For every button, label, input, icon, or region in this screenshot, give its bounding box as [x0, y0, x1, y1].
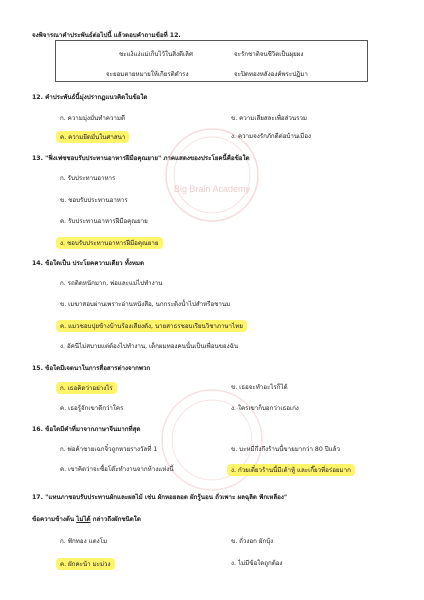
- q16-choice-c[interactable]: ค. เขาคิดว่าจะซื้อโต๊ะทำงานจากห้างแห่งนี้: [60, 466, 174, 473]
- q17-subquestion: [32, 514, 141, 524]
- q17-sub-pre: ข้อความข้างต้น: [32, 516, 75, 523]
- question-16: 16. ข้อใดมีคำที่มาจากภาษาจีนมากที่สุด: [32, 426, 141, 433]
- q15-choice-d[interactable]: ง. ใครเขาก็บอกว่าเธอเก่ง: [231, 405, 299, 412]
- watermark-text: Big Brain Academy: [173, 184, 251, 194]
- q16-choice-a[interactable]: ก. พ่อค้าชายเฉกจิ๋วถูกหวยรางวัลที่ 1: [60, 446, 158, 453]
- q12-choice-b[interactable]: ข. ความเสียสละเพื่อส่วนรวม: [231, 115, 308, 122]
- q14-choice-a[interactable]: ก. รถติดหนักมาก, พ่อและแม่ไปทำงาน: [60, 280, 163, 287]
- q14-choice-d[interactable]: ง. อัคนีไม่สบายแต่ต้องไปทำงาน, เด็กผมทองคนนั้นเป็นเพื่อนของฉัน: [60, 343, 239, 350]
- question-12: 12. คำประพันธ์นี้มุ่งปรากฏแนวคิดในข้อใด: [32, 94, 148, 101]
- q12-choice-d[interactable]: ง. ความจงรักภักดีต่อบ้านเมือง: [231, 133, 311, 140]
- q12-choice-c-highlighted[interactable]: ค. ความยึดมั่นในศาสนา: [56, 131, 129, 143]
- q14-choice-b[interactable]: ข. เมฆาสอบผ่านเพราะอ่านหนังสือ, นกกระดิ่งน้ำไปสำหรือชานม: [60, 301, 231, 308]
- q17-choice-b[interactable]: ข. ถั่วงอก ผักบุ้ง: [231, 538, 274, 545]
- poem-box: [55, 40, 368, 82]
- q13-choice-a[interactable]: ก. รับประทานอาหาร: [60, 175, 116, 182]
- q13-choice-b[interactable]: ข. ชอบรับประทานอาหาร: [60, 197, 128, 204]
- q15-choice-b[interactable]: ข. เธอจะทำอะไรก็ได้: [231, 384, 288, 391]
- poem-line-2-right: จะปิดทองหลังองค์พระปฏิมา: [234, 71, 308, 78]
- q13-choice-d-highlighted[interactable]: ง. ชอบรับประทานอาหารฝีมือคุณยาย: [56, 237, 163, 249]
- q12-choice-a[interactable]: ก. ความมุ่งมั่นทำความดี: [60, 115, 125, 122]
- q16-choice-d-highlighted[interactable]: ง. ก๋วยเตี๋ยวร้านนี้มีเต้าหู้ และเกี๊ยวที่อร่อยมาก: [227, 464, 355, 476]
- question-17: 17. "แหนภาชอบรับประทานผักและผลไม้ เช่น ผักหอยลอด ผักรู้นอน ถั่วเพาะ ผลฉุลิด ฟักเหลือง": [32, 494, 288, 501]
- watermark-badge-top: [166, 129, 258, 221]
- q15-choice-a-highlighted[interactable]: ก. เธอคิดว่าอย่างไร: [56, 382, 117, 394]
- poem-line-1-right: จะรักชาติจนชีวิตเป็นผุยผง: [234, 51, 304, 58]
- q16-choice-b[interactable]: ข. บะหมี่กึ่งกึงร้านนี้ขายมากว่า 80 ปีแล้ว: [231, 446, 340, 453]
- poem-line-1-left: ชะแง้แง่แม่เก็บไว้ในสิ่งดีเลิศ: [119, 51, 193, 58]
- q13-choice-c[interactable]: ค. รับประทานอาหารฝีมือคุณยาย: [60, 218, 148, 225]
- q17-choice-c-highlighted[interactable]: ค. ผักคะน้า มะม่วง: [56, 558, 115, 570]
- poem-line-2-left: จะยอมตายหมายให้เกียรติดำรง: [106, 71, 189, 78]
- q17-choice-d[interactable]: ง. ไม่มีข้อใดถูกต้อง: [231, 560, 283, 567]
- q17-sub-post: กล่าวถึงผักชนิดใด: [92, 516, 141, 523]
- q17-sub-underlined: ไม่ได้: [76, 516, 91, 523]
- question-13: 13. "ฟิ่งเฟซชอบรับประทานอาหารฝีมือคุณยาย" ภาคแสดงของประโยคนี้คือข้อใด: [32, 155, 250, 162]
- q14-choice-c-highlighted[interactable]: ค. แมวชอบปุยข้างบ้านร้องเสียงดัง, นายสาธรชอบเรียนวิชาภาษาไทย: [56, 320, 247, 332]
- q17-choice-a[interactable]: ก. ฟักทอง แตงโม: [60, 538, 108, 545]
- instruction: จงพิจารณาคำประพันธ์ต่อไปนี้ แล้วตอบคำถามข้อที่ 12.: [32, 32, 181, 39]
- question-15: 15. ข้อใดมีเจตนาในการสื่อสารต่างจากพวก: [32, 365, 151, 372]
- q15-choice-c[interactable]: ค. เธอรู้จักเขาดีกว่าใคร: [60, 405, 124, 412]
- question-14: 14. ข้อใดเป็น ประโยคความเดียว ทั้งหมด: [32, 260, 145, 267]
